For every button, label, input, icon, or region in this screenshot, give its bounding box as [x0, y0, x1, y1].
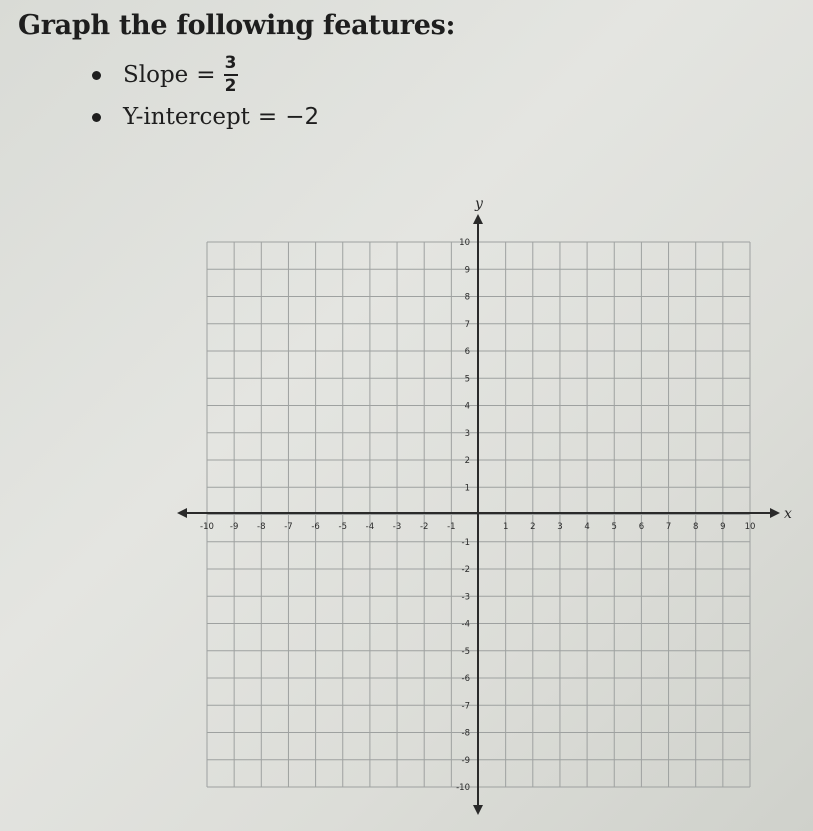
y-tick-label: 5 — [464, 374, 470, 385]
x-tick-label: -10 — [200, 522, 214, 532]
x-tick-label: -3 — [392, 522, 402, 532]
intercept-equals: = — [257, 104, 278, 130]
slope-denominator: 2 — [224, 76, 237, 96]
y-axis-up-arrow-icon — [473, 214, 483, 224]
y-tick-label: 6 — [464, 347, 470, 357]
x-tick-label: -2 — [419, 522, 429, 532]
x-tick-label: -6 — [311, 522, 320, 532]
x-tick-label: 7 — [665, 522, 672, 532]
x-tick-label: 9 — [720, 522, 726, 532]
y-tick-label: -2 — [461, 565, 470, 575]
x-tick-label: -5 — [338, 522, 347, 532]
y-tick-label: -9 — [461, 755, 470, 766]
x-axis-label: x — [784, 506, 792, 522]
x-tick-label: -1 — [447, 522, 456, 532]
x-tick-label: 1 — [502, 522, 509, 532]
y-tick-label: 7 — [464, 319, 470, 330]
y-tick-label: -4 — [461, 619, 470, 630]
y-tick-label: -1 — [461, 537, 470, 548]
x-tick-label: -7 — [284, 522, 293, 532]
y-axis-down-arrow-icon — [473, 805, 483, 815]
x-axis-left-arrow-icon — [177, 508, 187, 518]
y-tick-label: -10 — [456, 783, 470, 793]
y-tick-label: -3 — [461, 592, 470, 603]
x-tick-label: 3 — [557, 522, 563, 532]
y-tick-label: 4 — [464, 401, 470, 412]
intercept-value: −2 — [285, 104, 320, 130]
x-tick-label: -4 — [365, 522, 375, 532]
y-tick-label: 2 — [464, 456, 470, 466]
x-tick-label: -9 — [229, 522, 239, 532]
x-tick-label: 8 — [692, 522, 699, 532]
x-tick-label: -8 — [257, 522, 266, 532]
y-tick-label: 3 — [464, 428, 470, 439]
y-tick-label: -7 — [461, 701, 470, 712]
y-tick-label: -6 — [461, 674, 470, 684]
x-tick-label: 4 — [584, 522, 590, 532]
y-tick-label: -5 — [461, 646, 470, 657]
y-tick-label: 8 — [464, 292, 470, 303]
slope-label: Slope — [123, 62, 189, 88]
x-axis-right-arrow-icon — [770, 508, 780, 518]
y-tick-label: -8 — [461, 728, 470, 739]
y-tick-label: 9 — [464, 265, 470, 276]
slope-equals: = — [196, 62, 216, 88]
page-title: Graph the following features: — [18, 10, 456, 41]
y-tick-label: 10 — [459, 238, 470, 248]
x-tick-label: 10 — [744, 522, 756, 532]
x-tick-label: 6 — [638, 522, 645, 532]
y-axis-label: y — [475, 196, 483, 212]
x-tick-label: 2 — [530, 522, 536, 532]
y-tick-label: 1 — [464, 483, 470, 494]
x-tick-label: 5 — [611, 522, 617, 532]
intercept-label: Y-intercept — [123, 104, 250, 130]
slope-numerator: 3 — [224, 53, 237, 73]
